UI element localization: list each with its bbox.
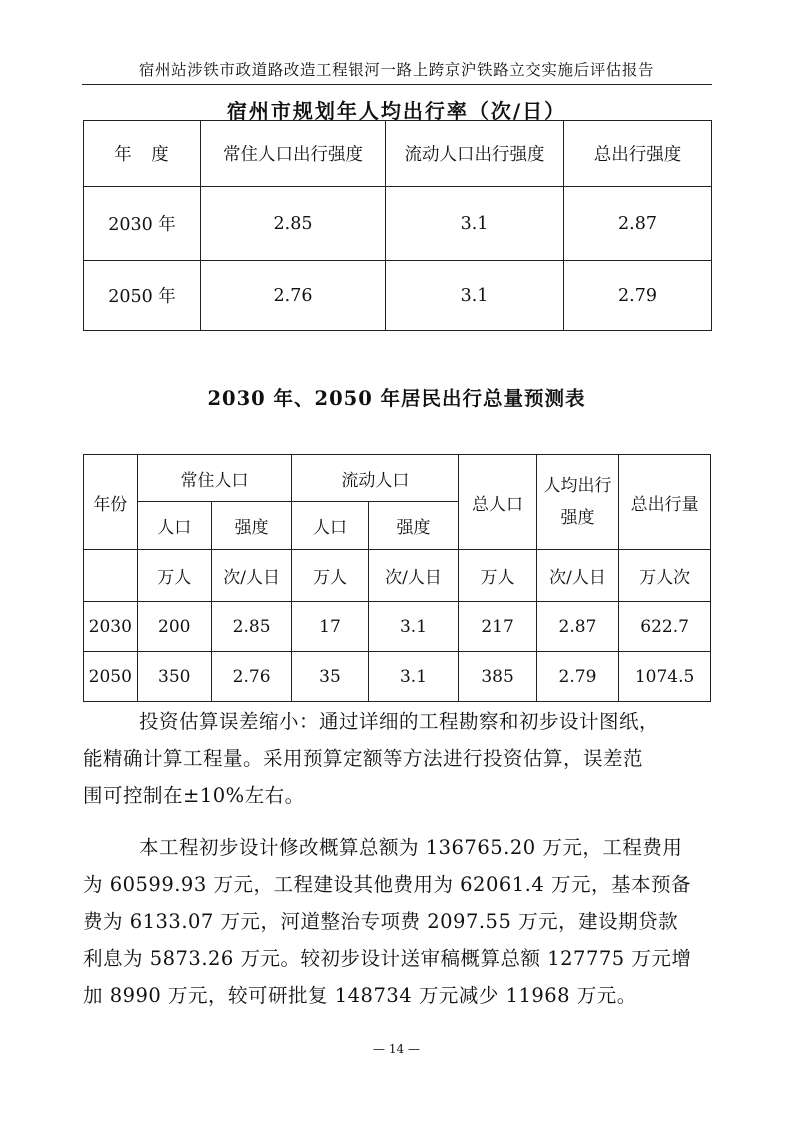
cell-total-pop: 385 [459,652,536,702]
running-header: 宿州站涉铁市政道路改造工程银河一路上跨京沪铁路立交实施后评估报告 [138,61,655,79]
cell-avg-intensity: 2.87 [536,602,619,652]
cell-resident: 2.76 [201,261,386,331]
table-header-row [84,121,712,187]
paragraph-line: 围可控制在±10%左右。 [83,784,305,807]
header-cell-resident-pop: 人口 [137,502,211,550]
cell-resident: 2.85 [201,187,386,261]
cell-floating: 3.1 [386,261,564,331]
header-cell-resident-intensity: 强度 [211,502,291,550]
cell-total: 2.87 [564,187,712,261]
table-header-row [84,455,711,502]
cell-resident-pop: 350 [137,652,211,702]
header-cell-total-pop: 总人口 [459,455,536,550]
paragraph-line: 本工程初步设计修改概算总额为 136765.20 万元，工程费用 [139,836,683,859]
unit-cell: 次/人日 [536,550,619,602]
table-row [84,187,712,261]
table-row [84,602,711,652]
table-units-row [84,550,711,602]
paragraph-line: 加 8990 万元，较可研批复 148734 万元减少 11968 万元。 [83,984,637,1007]
header-cell-floating-pop: 人口 [292,502,368,550]
cell-total-trips: 622.7 [619,602,711,652]
table-row [84,652,711,702]
header-cell-total-intensity: 总出行强度 [564,121,712,187]
trip-forecast-table [83,454,711,702]
cell-year: 2030 [84,602,138,652]
cell-year: 2050 年 [84,261,201,331]
unit-cell-empty [84,550,138,602]
header-avg-line1: 人均出行 [543,475,612,496]
paragraph-line: 利息为 5873.26 万元。较初步设计送审稿概算总额 127775 万元增 [83,947,692,970]
paragraph-line: 费为 6133.07 万元，河道整治专项费 2097.55 万元，建设期贷款 [83,910,679,933]
cell-total-trips: 1074.5 [619,652,711,702]
unit-cell: 万人 [137,550,211,602]
cell-floating: 3.1 [386,187,564,261]
cell-total: 2.79 [564,261,712,331]
cell-resident-pop: 200 [137,602,211,652]
unit-cell: 次/人日 [211,550,291,602]
cell-resident-intensity: 2.85 [211,602,291,652]
cell-floating-pop: 35 [292,652,368,702]
cell-resident-intensity: 2.76 [211,652,291,702]
unit-cell: 万人 [459,550,536,602]
header-rule [82,84,712,85]
cell-total-pop: 217 [459,602,536,652]
table-row [84,261,712,331]
header-avg-line2: 强度 [560,508,595,528]
cell-floating-pop: 17 [292,602,368,652]
unit-cell: 万人 [292,550,368,602]
header-cell-avg-intensity [536,455,619,550]
cell-year: 2030 年 [84,187,201,261]
cell-avg-intensity: 2.79 [536,652,619,702]
header-cell-floating-intensity: 强度 [368,502,459,550]
paragraph-line: 为 60599.93 万元，工程建设其他费用为 62061.4 万元，基本预备 [83,873,691,896]
header-cell-year: 年份 [84,455,138,550]
paragraph-line: 投资估算误差缩小：通过详细的工程勘察和初步设计图纸， [139,710,660,733]
header-cell-total-trips: 总出行量 [619,455,711,550]
cell-year: 2050 [84,652,138,702]
paragraph-line: 能精确计算工程量。采用预算定额等方法进行投资估算，误差范 [83,747,644,770]
unit-cell: 万人次 [619,550,711,602]
table1-title: 宿州市规划年人均出行率（次/日） [226,99,567,123]
paragraph-investment-error [83,703,713,814]
travel-rate-table [83,120,712,331]
header-cell-resident: 常住人口 [137,455,292,502]
header-cell-year: 年 度 [84,121,201,187]
paragraph-budget-estimate [83,829,713,1014]
table2-title: 2030 年、2050 年居民出行总量预测表 [207,387,586,410]
header-cell-floating-intensity: 流动人口出行强度 [386,121,564,187]
header-cell-floating: 流动人口 [292,455,459,502]
unit-cell: 次/人日 [368,550,459,602]
header-cell-resident-intensity: 常住人口出行强度 [201,121,386,187]
page-number: — 14 — [373,1042,420,1056]
cell-floating-intensity: 3.1 [368,652,459,702]
cell-floating-intensity: 3.1 [368,602,459,652]
